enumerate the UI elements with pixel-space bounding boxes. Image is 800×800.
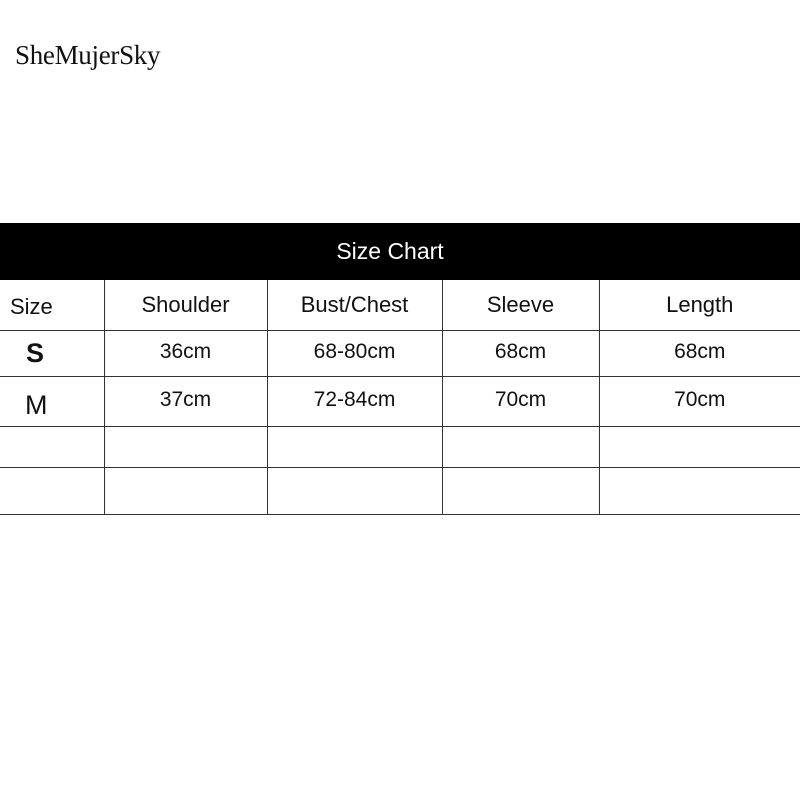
shoulder-cell: 37cm [104, 377, 267, 427]
table-row-empty [0, 468, 800, 515]
length-cell: 70cm [599, 377, 800, 427]
sleeve-cell: 70cm [442, 377, 599, 427]
table-row-empty [0, 427, 800, 468]
size-cell: M [0, 377, 104, 427]
header-length: Length [599, 280, 800, 331]
header-bust-chest: Bust/Chest [267, 280, 442, 331]
table-row [0, 377, 800, 427]
header-shoulder: Shoulder [104, 280, 267, 331]
brand-logo-text: SheMujerSky [15, 40, 161, 70]
empty-cell [267, 427, 442, 468]
size-chart-table [0, 280, 800, 515]
empty-cell [104, 468, 267, 515]
header-size: Size [0, 280, 104, 331]
size-cell: S [0, 331, 104, 377]
empty-cell [599, 427, 800, 468]
empty-cell [442, 427, 599, 468]
table-header-row [0, 280, 800, 331]
empty-cell [442, 468, 599, 515]
sleeve-cell: 68cm [442, 331, 599, 377]
bust-chest-cell: 72-84cm [267, 377, 442, 427]
empty-cell [0, 468, 104, 515]
bust-chest-cell: 68-80cm [267, 331, 442, 377]
empty-cell [267, 468, 442, 515]
size-chart-title: Size Chart [336, 238, 444, 264]
empty-cell [0, 427, 104, 468]
table-row [0, 331, 800, 377]
shoulder-cell: 36cm [104, 331, 267, 377]
size-chart-title-bar [0, 223, 800, 280]
length-cell: 68cm [599, 331, 800, 377]
empty-cell [599, 468, 800, 515]
empty-cell [104, 427, 267, 468]
header-sleeve: Sleeve [442, 280, 599, 331]
